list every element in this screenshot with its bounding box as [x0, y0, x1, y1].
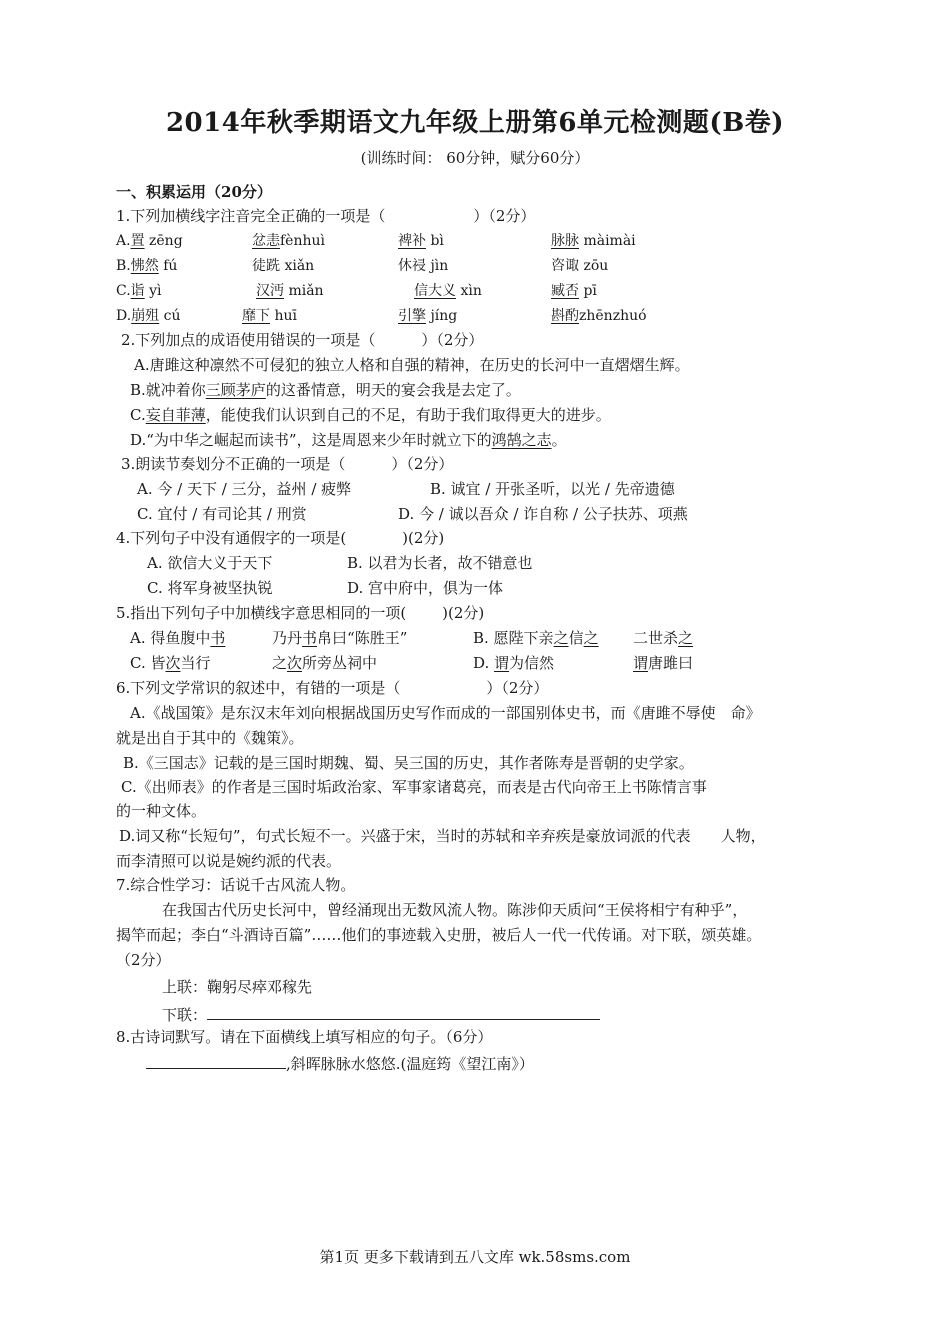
question-8-line: ,斜晖脉脉水悠悠.(温庭筠《望江南》） [146, 1052, 534, 1074]
question-2-stem: 2.下列加点的成语使用错误的一项是（ ）（2分） [121, 331, 484, 349]
question-1-option-a: A.置 zēng [116, 233, 183, 249]
question-4-option-b: B. 以君为长者，故不错意也 [347, 554, 533, 572]
question-1-c-2: 汉沔 miǎn [256, 283, 324, 299]
question-1-option-d: D.崩殂 cú [116, 308, 181, 324]
question-5-option-a: A. 得鱼腹中书 [130, 629, 226, 647]
question-7-upper-couplet: 上联：鞠躬尽瘁邓稼先 [162, 978, 313, 996]
question-4-option-d: D. 宫中府中，俱为一体 [347, 579, 504, 597]
question-8-stem: 8.古诗词默写。请在下面横线上填写相应的句子。（6分） [116, 1028, 493, 1046]
question-1-b-4: 咨诹 zōu [551, 258, 609, 274]
question-2-option-c: C.妄自菲薄，能使我们认识到自己的不足，有助于我们取得更大的进步。 [130, 406, 611, 424]
answer-blank[interactable] [146, 1052, 286, 1069]
question-7-score: （2分） [116, 951, 171, 969]
question-5-stem: 5.指出下列句子中加横线字意思相同的一项( )(2分) [116, 604, 485, 622]
question-1-option-b: B.怫然 fú [116, 258, 178, 274]
question-6-option-d-line1: D.词又称“长短句”，句式长短不一。兴盛于宋，当时的苏轼和辛弃疾是豪放词派的代表 人物， [119, 827, 766, 845]
question-5-option-c: C. 皆次当行 [130, 654, 211, 672]
question-3-option-a: A. 今 / 天下 / 三分，益州 / 疲弊 [137, 480, 352, 498]
question-5-option-a-2: 乃丹书帛曰“陈胜王” [272, 629, 408, 647]
question-1-c-3: 信大义 xìn [414, 283, 482, 299]
page-subtitle: (训练时间： 60分钟，赋分60分） [360, 149, 590, 167]
question-1-a-4: 脉脉 màimài [551, 233, 636, 249]
question-3-option-b: B. 诚宜 / 开张圣听，以光 / 先帝遗德 [430, 480, 675, 498]
question-6-option-b: B.《三国志》记载的是三国时期魏、蜀、吴三国的历史，其作者陈寿是晋朝的史学家。 [123, 754, 694, 772]
question-1-d-3: 引擎 jíng [398, 308, 458, 324]
question-1-d-2: 靡下 huī [242, 308, 297, 324]
question-5-option-b: B. 愿陛下亲之信之 [473, 629, 599, 647]
question-1-c-4: 臧否 pī [551, 283, 597, 299]
question-4-option-a: A. 欲信大义于天下 [147, 554, 273, 572]
question-5-option-d-2: 谓唐雎曰 [633, 654, 694, 672]
question-5-option-b-2: 二世杀之 [633, 629, 694, 647]
question-7-stem: 7.综合性学习：话说千古风流人物。 [116, 876, 356, 894]
question-1-d-4: 斟酌zhēnzhuó [551, 308, 647, 324]
question-4-option-c: C. 将军身被坚执锐 [147, 579, 273, 597]
question-2-option-b: B.就冲着你三顾茅庐的这番情意，明天的宴会我是去定了。 [130, 381, 521, 399]
question-6-option-c-line2: 的一种文体。 [116, 802, 207, 820]
question-2-option-d: D.“为中华之崛起而读书”，这是周恩来少年时就立下的鸿鹄之志。 [130, 431, 567, 449]
question-7-paragraph-1: 在我国古代历史长河中，曾经涌现出无数风流人物。陈涉仰天质问“王侯将相宁有种乎”， [162, 901, 748, 919]
question-5-option-d: D. 谓为信然 [473, 654, 555, 672]
page-footer: 第1页 更多下载请到五八文库 wk.58sms.com [319, 1248, 631, 1266]
question-1-a-3: 裨补 bì [398, 233, 444, 249]
question-4-stem: 4.下列句子中没有通假字的一项是( )(2分) [116, 529, 445, 547]
question-1-option-c: C.诣 yì [116, 283, 162, 299]
question-1-b-2: 徒跣 xiǎn [252, 258, 315, 274]
answer-blank[interactable] [207, 1003, 600, 1020]
question-2-option-a: A.唐雎这种凛然不可侵犯的独立人格和自强的精神，在历史的长河中一直熠熠生辉。 [134, 356, 690, 374]
question-5-option-c-2: 之次所旁丛祠中 [272, 654, 378, 672]
question-7-paragraph-2: 揭竿而起；李白“斗酒诗百篇”……他们的事迹载入史册，被后人一代一代传诵。对下联，颂英雄。 [116, 926, 762, 944]
section-heading: 一、积累运用（20分） [116, 183, 272, 201]
question-1-a-2: 忿恚fènhuì [252, 233, 325, 249]
question-6-option-a-line1: A.《战国策》是东汉末年刘向根据战国历史写作而成的一部国别体史书，而《唐雎不辱使 命》 [130, 704, 761, 722]
question-7-lower-couplet: 下联： [162, 1003, 600, 1025]
question-6-option-c-line1: C.《出师表》的作者是三国时垢政治家、军事家诸葛亮，而表是古代向帝王上书陈情言事 [121, 778, 707, 796]
question-3-option-d: D. 今 / 诚以吾众 / 诈自称 / 公子扶苏、项燕 [398, 505, 688, 523]
question-6-option-a-line2: 就是出自于其中的《魏策》。 [116, 729, 304, 747]
question-3-stem: 3.朗读节奏划分不正确的一项是（ ）（2分） [121, 455, 454, 473]
page-title: 2014年秋季期语文九年级上册第6单元检测题(B卷) [165, 108, 785, 138]
question-1-stem: 1.下列加横线字注音完全正确的一项是（ ）（2分） [116, 207, 536, 225]
question-6-option-d-line2: 而李清照可以说是婉约派的代表。 [116, 852, 342, 870]
question-3-option-c: C. 宜付 / 有司论其 / 刑赏 [137, 505, 307, 523]
question-6-stem: 6.下列文学常识的叙述中，有错的一项是（ ）（2分） [116, 679, 549, 697]
question-1-b-3: 休祲 jìn [398, 258, 449, 274]
